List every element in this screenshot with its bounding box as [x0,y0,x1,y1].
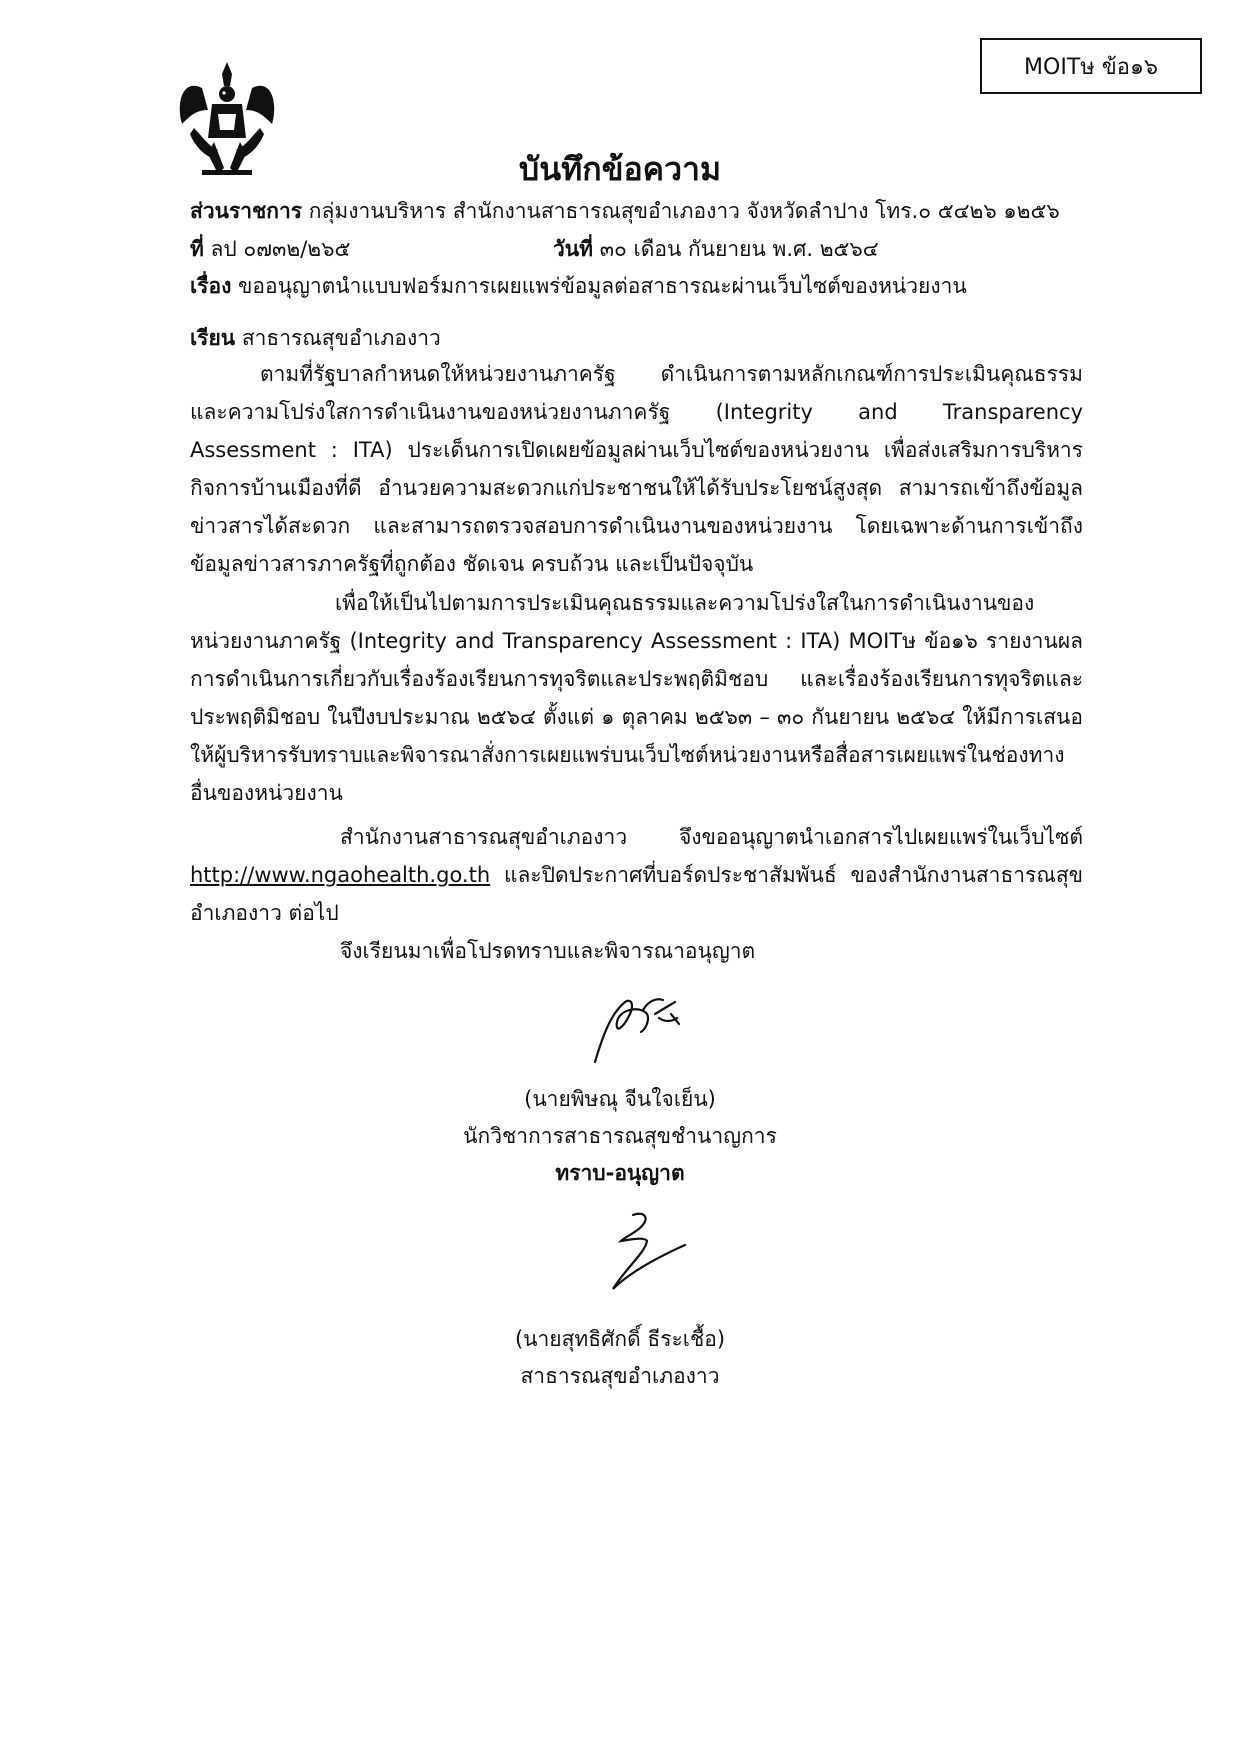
subject-line [190,270,1090,303]
paragraph-text: สำนักงานสาธารณสุขอำเภองาว จึงขออนุญาตนำเอกสารไปเผยแพร่ในเว็บไซต์ [340,825,1083,849]
body-paragraph-3 [190,818,1083,932]
date-value: ๓๐ เดือน กันยายน พ.ศ. ๒๕๖๔ [599,237,879,261]
date-label: วันที่ [553,237,593,261]
body-paragraph-1 [190,355,1083,583]
closing-text: จึงเรียนมาเพื่อโปรดทราบและพิจารณาอนุญาต [340,939,756,963]
agency-value: กลุ่มงานบริหาร สำนักงานสาธารณสุขอำเภองาว จังหวัดลำปาง โทร.๐ ๕๔๒๖ ๑๒๕๖ [308,199,1060,223]
website-link[interactable]: http://www.ngaohealth.go.th [190,863,491,887]
salutation-line [190,322,1090,355]
signature-2 [585,1205,695,1300]
reference-box: MOITษ ข้อ๑๖ [980,38,1202,94]
body-paragraph-2 [190,584,1083,812]
to-value: สาธารณสุขอำเภองาว [241,326,441,350]
document-title: บันทึกข้อความ [518,150,722,188]
paragraph-text: เพื่อให้เป็นไปตามการประเมินคุณธรรมและความโปร่งใสในการดำเนินงานของหน่วยงานภาครัฐ (Integrity and Transparency Assessment : ITA) MOITษ ข้อ๑๖ รายงานผลการดำเนินการเกี่ยวกับเรื่องร้องเรียนการทุจริตและประพฤติมิชอบ และเรื่องร้องเรียนการทุจริตและประพฤติมิชอบ ในปีงบประมาณ ๒๕๖๔ ตั้งแต่ ๑ ตุลาคม ๒๕๖๓ – ๓๐ กันยายน ๒๕๖๔ ให้มีการเสนอให้ผู้บริหารรับทราบและพิจารณาสั่งการเผยแพร่บนเว็บไซต์หน่วยงานหรือสื่อสารเผยแพร่ในช่องทางอื่นของหน่วยงาน [190,591,1083,805]
date-line [553,233,1053,266]
no-label: ที่ [190,237,204,261]
signer-2-name: (นายสุทธิศักดิ์ ธีระเชื้อ) [514,1327,726,1351]
agency-line [190,195,1090,228]
no-value: ลป ๐๗๓๒/๒๖๕ [210,237,351,261]
signer-1-name: (นายพิษณุ จีนใจเย็น) [524,1087,716,1111]
closing-paragraph [190,932,1083,970]
paragraph-text: ตามที่รัฐบาลกำหนดให้หน่วยงานภาครัฐ ดำเนินการตามหลักเกณฑ์การประเมินคุณธรรม และความโปร่งใสการดำเนินงานของหน่วยงานภาครัฐ (Integrity and Transparency Assessment : ITA) ประเด็นการเปิดเผยข้อมูลผ่านเว็บไซต์ของหน่วยงาน เพื่อส่งเสริมการบริหารกิจการบ้านเมืองที่ดี อำนวยความสะดวกแก่ประชาชนให้ได้รับประโยชน์สูงสุด สามารถเข้าถึงข้อมูลข่าวสารได้สะดวก และสามารถตรวจสอบการดำเนินงานของหน่วยงาน โดยเฉพาะด้านการเข้าถึงข้อมูลข่าวสารภาครัฐที่ถูกต้อง ชัดเจน ครบถ้วน และเป็นปัจจุบัน [190,362,1083,576]
approval-note: ทราบ-อนุญาต [555,1161,685,1185]
signature-1 [585,988,695,1068]
subject-label: เรื่อง [190,274,232,298]
agency-label: ส่วนราชการ [190,199,303,223]
paragraph-text: และปิดประกาศที่บอร์ดประชาสัมพันธ์ ของสำนักงานสาธารณสุขอำเภองาว ต่อไป [190,863,1083,925]
signer-2-position: สาธารณสุขอำเภองาว [520,1364,720,1388]
to-label: เรียน [190,326,236,350]
subject-value: ขออนุญาตนำแบบฟอร์มการเผยแพร่ข้อมูลต่อสาธารณะผ่านเว็บไซต์ของหน่วยงาน [238,274,967,298]
signer-1-position: นักวิชาการสาธารณสุขชำนาญการ [463,1124,777,1148]
